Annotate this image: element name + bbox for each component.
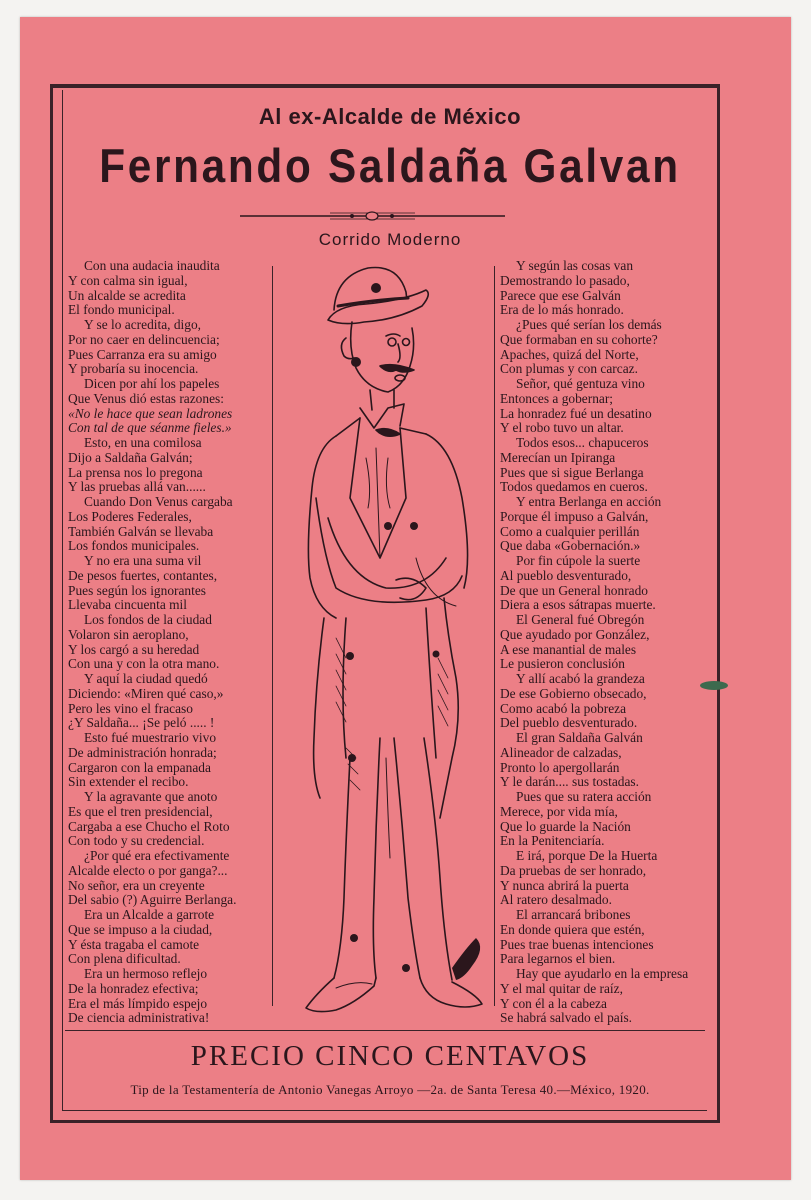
verse-line: De que un General honrado — [500, 582, 648, 598]
verse-line: Y las pruebas allá van...... — [68, 479, 206, 495]
verse-line: Y con calma sin igual, — [68, 272, 188, 288]
verse-line: Que se impuso a la ciudad, — [68, 921, 213, 937]
verse-line: Pero les vino el fracaso — [68, 700, 193, 716]
verse-line: Y no era una suma vil — [84, 553, 202, 568]
verse-line: Merece, por vida mía, — [500, 803, 618, 819]
verse-line: Y ésta tragaba el camote — [68, 936, 200, 952]
verse-line: Y el mal quitar de raíz, — [500, 980, 623, 996]
verse-line: Para legarnos el bien. — [500, 951, 616, 967]
verse-line: Merecían un Ipiranga — [500, 449, 616, 465]
printer-imprint: Tip de la Testamentería de Antonio Vanegas Arroyo —2a. de Santa Teresa 40.—México, 1920. — [130, 1082, 650, 1097]
verse-line: El fondo municipal. — [68, 302, 175, 318]
verse-line: Con una audacia inaudita — [84, 258, 220, 273]
verse-line: ¿Por qué era efectivamente — [84, 848, 230, 863]
verse-line: Diciendo: «Miren qué caso,» — [68, 685, 224, 701]
verse-line: De administración honrada; — [68, 744, 217, 760]
verse-line: Y la agravante que anoto — [84, 789, 218, 804]
verse-line: Todos quedamos en cueros. — [500, 479, 648, 495]
verse-line: Esto, en una comilosa — [84, 435, 202, 450]
verse-line: Llevaba cincuenta mil — [68, 597, 187, 613]
verse-line: Se habrá salvado el país. — [500, 1010, 633, 1026]
verse-line: Entonces a gobernar; — [500, 390, 614, 406]
verse-line: Señor, qué gentuza vino — [516, 376, 645, 391]
verse-line: En donde quiera que estén, — [500, 921, 645, 937]
verse-line: De la honradez efectiva; — [68, 980, 199, 996]
verse-line: Apaches, quizá del Norte, — [500, 346, 639, 362]
verse-line: Al ratero desalmado. — [500, 892, 612, 908]
verse-line: Con plena dificultad. — [68, 951, 181, 967]
verse-line: «No le hace que sean ladrones — [68, 405, 233, 421]
verse-line: La prensa nos lo pregona — [68, 464, 203, 480]
verse-line: Por no caer en delincuencia; — [68, 331, 220, 347]
subtitle: Corrido Moderno — [318, 230, 462, 249]
verse-line: Pues trae buenas intenciones — [500, 936, 654, 952]
footer-rule — [65, 1030, 705, 1031]
verse-line: Que daba «Gobernación.» — [500, 538, 641, 554]
verse-line: El gran Saldaña Galván — [516, 730, 643, 745]
verse-line: Como a cualquier perillán — [500, 523, 640, 539]
verse-line: Que ayudado por González, — [500, 626, 650, 642]
verse-line: Y según las cosas van — [516, 258, 634, 273]
main-title: Fernando Saldaña Galvan — [99, 139, 681, 192]
verse-line: Pues que su ratera acción — [516, 789, 652, 804]
verse-line: La honradez fué un desatino — [500, 405, 652, 421]
verse-line: Porque él impuso a Galván, — [500, 508, 649, 524]
verse-line: Que Venus dió estas razones: — [68, 390, 224, 406]
verse-line: Cuando Don Venus cargaba — [84, 494, 233, 509]
verse-line: Y le darán.... sus tostadas. — [500, 774, 639, 790]
verse-column-right — [500, 259, 710, 1026]
verse-line: Pues que si sigue Berlanga — [500, 464, 644, 480]
verse-line: En la Penitenciaría. — [500, 833, 605, 849]
verse-line: A ese manantial de males — [500, 641, 637, 657]
supertitle: Al ex-Alcalde de México — [258, 104, 522, 129]
verse-line: De ese Gobierno obsecado, — [500, 685, 647, 701]
verse-line: Y se lo acredita, digo, — [84, 317, 202, 332]
verse-line: Que lo guarde la Nación — [500, 818, 631, 834]
verse-line: Es que el tren presidencial, — [68, 803, 213, 819]
verse-line: Y nunca abrirá la puerta — [500, 877, 629, 893]
verse-line: Hay que ayudarlo en la empresa — [516, 966, 689, 981]
verse-line: Era el más límpido espejo — [68, 995, 208, 1011]
verse-line: Pues Carranza era su amigo — [68, 346, 217, 362]
verse-line: Alineador de calzadas, — [500, 744, 622, 760]
verse-line: Pronto lo apergollarán — [500, 759, 620, 775]
verse-column-left — [68, 259, 268, 1026]
verse-line: Con tal de que séanme fieles.» — [68, 420, 232, 436]
column-divider-left — [272, 266, 273, 1006]
verse-line: Con plumas y con carcaz. — [500, 361, 638, 377]
verse-line: Diera a esos sátrapas muerte. — [500, 597, 656, 613]
verse-line: Demostrando lo pasado, — [500, 272, 630, 288]
verse-line: Y el robo tuvo un altar. — [500, 420, 624, 436]
verse-line: Los Poderes Federales, — [68, 508, 192, 524]
verse-line: Todos esos... chapuceros — [516, 435, 649, 450]
verse-line: El arrancará bribones — [516, 907, 631, 922]
verse-line: E irá, porque De la Huerta — [516, 848, 658, 863]
verse-line: Parece que ese Galván — [500, 287, 621, 303]
verse-line: Dicen por ahí los papeles — [84, 376, 220, 391]
column-divider-right — [494, 266, 495, 1006]
verse-line: Como acabó la pobreza — [500, 700, 627, 716]
verse-line: Con una y con la otra mano. — [68, 656, 220, 672]
verse-line: Esto fué muestrario vivo — [84, 730, 217, 745]
verse-line: Era de lo más honrado. — [500, 302, 624, 318]
ink-stain — [700, 681, 728, 690]
verse-line: Y entra Berlanga en acción — [516, 494, 662, 509]
verse-line: Por fin cúpole la suerte — [516, 553, 641, 568]
verse-line: También Galván se llevaba — [68, 523, 214, 539]
verse-line: Al pueblo desventurado, — [500, 567, 632, 583]
price-line: PRECIO CINCO CENTAVOS — [190, 1040, 590, 1072]
verse-line: De pesos fuertes, contantes, — [68, 567, 218, 583]
verse-line: Pues según los ignorantes — [68, 582, 206, 598]
verse-line: Era un Alcalde a garrote — [84, 907, 215, 922]
title-ornament-rule — [240, 208, 505, 224]
verse-line: Dijo a Saldaña Galván; — [68, 449, 193, 465]
verse-line: Da pruebas de ser honrado, — [500, 862, 647, 878]
verse-line: Cargaron con la empanada — [68, 759, 211, 775]
verse-line: Y con él a la cabeza — [500, 995, 607, 1011]
verse-line: Volaron sin aeroplano, — [68, 626, 189, 642]
caricature-illustration — [276, 258, 490, 1023]
verse-line: Era un hermoso reflejo — [84, 966, 208, 981]
verse-line: Cargaba a ese Chucho el Roto — [68, 818, 230, 834]
verse-line: De ciencia administrativa! — [68, 1010, 210, 1026]
verse-line: Del pueblo desventurado. — [500, 715, 638, 731]
verse-line: Un alcalde se acredita — [68, 287, 186, 303]
verse-line: Sin extender el recibo. — [68, 774, 189, 790]
verse-line: Del sabio (?) Aguirre Berlanga. — [68, 892, 237, 908]
verse-line: Y probaría su inocencia. — [68, 361, 199, 377]
verse-line: Y los cargó a su heredad — [68, 641, 200, 657]
verse-line: Los fondos municipales. — [68, 538, 200, 554]
verse-line: Con todo y su credencial. — [68, 833, 205, 849]
verse-line: El General fué Obregón — [516, 612, 645, 627]
verse-line: Le pusieron conclusión — [500, 656, 625, 672]
verse-line: Y aquí la ciudad quedó — [84, 671, 208, 686]
verse-line: No señor, era un creyente — [68, 877, 205, 893]
verse-line: Los fondos de la ciudad — [84, 612, 212, 627]
verse-line: ¿Y Saldaña... ¡Se peló ..... ! — [68, 715, 215, 731]
verse-line: ¿Pues qué serían los demás — [516, 317, 662, 332]
verse-line: Que formaban en su cohorte? — [500, 331, 658, 347]
verse-line: Y allí acabó la grandeza — [516, 671, 645, 686]
verse-line: Alcalde electo o por ganga?... — [68, 862, 228, 878]
